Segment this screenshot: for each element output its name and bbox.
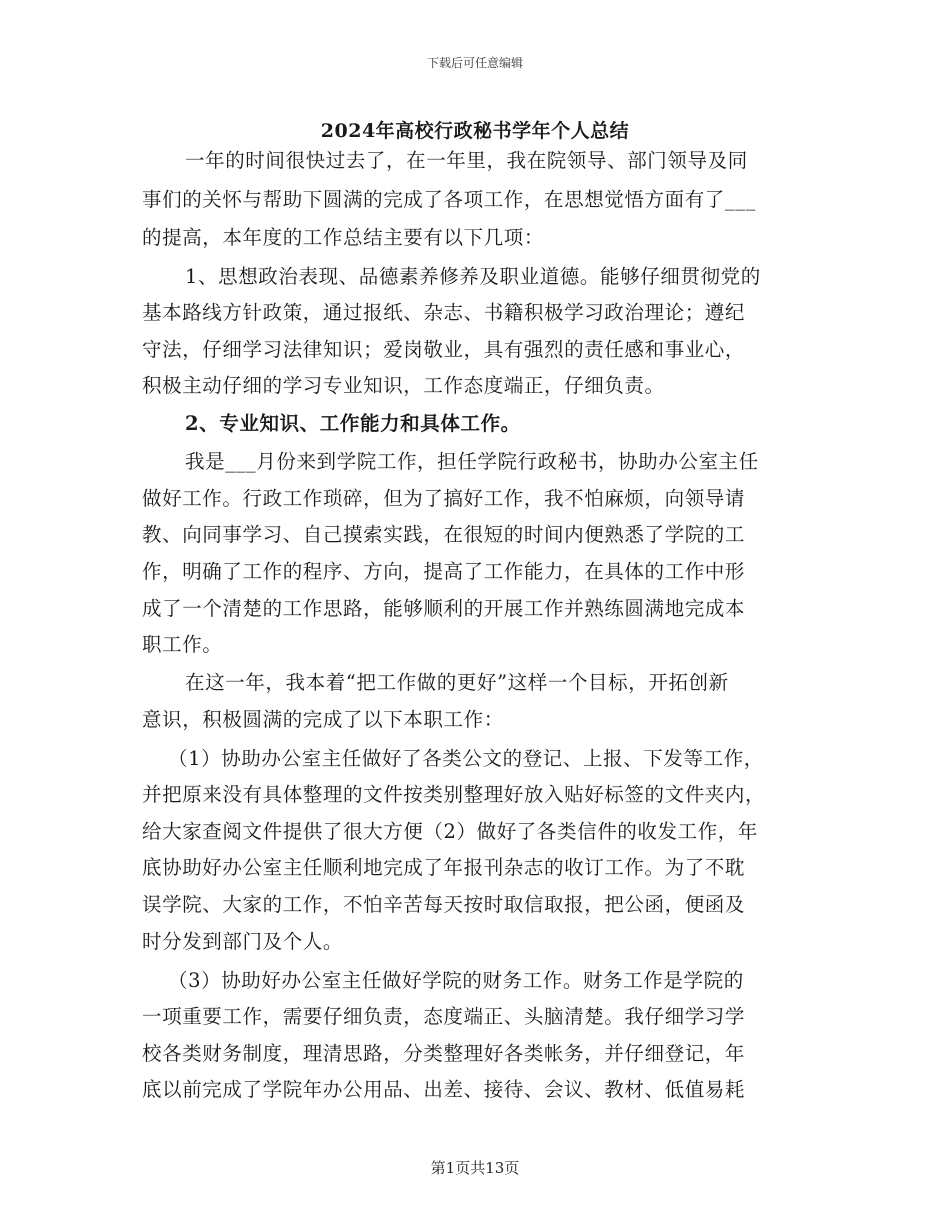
page-footer: 第1页共13页: [430, 1159, 520, 1177]
body-line: （1）协助办公室主任做好了各类公文的登记、上报、下发等工作，: [168, 747, 764, 770]
body-line: 积极主动仔细的学习专业知识，工作态度端正，仔细负责。: [142, 374, 665, 397]
body-line: （3）协助好办公室主任做好学院的财务工作。财务工作是学院的: [168, 969, 744, 992]
body-line: 事们的关怀与帮助下圆满的完成了各项工作，在思想觉悟方面有了___: [142, 188, 756, 211]
body-line: 教、向同事学习、自己摸索实践，在很短的时间内便熟悉了学院的工: [142, 523, 746, 546]
body-line: 并把原来没有具体整理的文件按类别整理好放入贴好标签的文件夹内，: [142, 783, 766, 806]
body-line: 做好工作。行政工作琐碎，但为了搞好工作，我不怕麻烦，向领导请: [142, 487, 746, 510]
body-line: 我是___月份来到学院工作，担任学院行政秘书，协助办公室主任: [185, 450, 759, 473]
body-line: 底协助好办公室主任顺利地完成了年报刊杂志的收订工作。为了不耽: [142, 856, 746, 879]
body-line: 的提高，本年度的工作总结主要有以下几项：: [142, 226, 545, 249]
body-line: 校各类财务制度，理清思路，分类整理好各类帐务，并仔细登记，年: [142, 1042, 746, 1065]
body-line: 一年的时间很快过去了，在一年里，我在院领导、部门领导及同: [185, 149, 748, 172]
body-line: 一项重要工作，需要仔细负责，态度端正、头脑清楚。我仔细学习学: [142, 1005, 746, 1028]
body-line: 守法，仔细学习法律知识；爱岗敬业，具有强烈的责任感和事业心，: [142, 338, 746, 361]
body-line: 成了一个清楚的工作思路，能够顺利的开展工作并熟练圆满地完成本: [142, 597, 746, 620]
body-line: 职工作。: [142, 633, 223, 656]
body-line: 1、思想政治表现、品德素养修养及职业道德。能够仔细贯彻党的: [185, 265, 761, 288]
body-line: 意识，积极圆满的完成了以下本职工作：: [142, 708, 504, 731]
body-line: 误学院、大家的工作，不怕辛苦每天按时取信取报，把公函，便函及: [142, 893, 746, 916]
body-line: 基本路线方针政策，通过报纸、杂志、书籍积极学习政治理论；遵纪: [142, 301, 746, 324]
body-line: 在这一年，我本着“把工作做的更好”这样一个目标，开拓创新: [185, 671, 729, 694]
body-line: 底以前完成了学院年办公用品、出差、接待、会议、教材、低值易耗: [142, 1078, 746, 1101]
body-line: 时分发到部门及个人。: [142, 930, 344, 953]
section-heading: 2、专业知识、工作能力和具体工作。: [185, 412, 521, 435]
document-title: 2024年高校行政秘书学年个人总结: [320, 120, 630, 142]
body-line: 作，明确了工作的程序、方向，提高了工作能力，在具体的工作中形: [142, 560, 746, 583]
header-note: 下载后可任意编辑: [426, 56, 523, 70]
body-line: 给大家查阅文件提供了很大方便（2）做好了各类信件的收发工作，年: [142, 820, 759, 843]
